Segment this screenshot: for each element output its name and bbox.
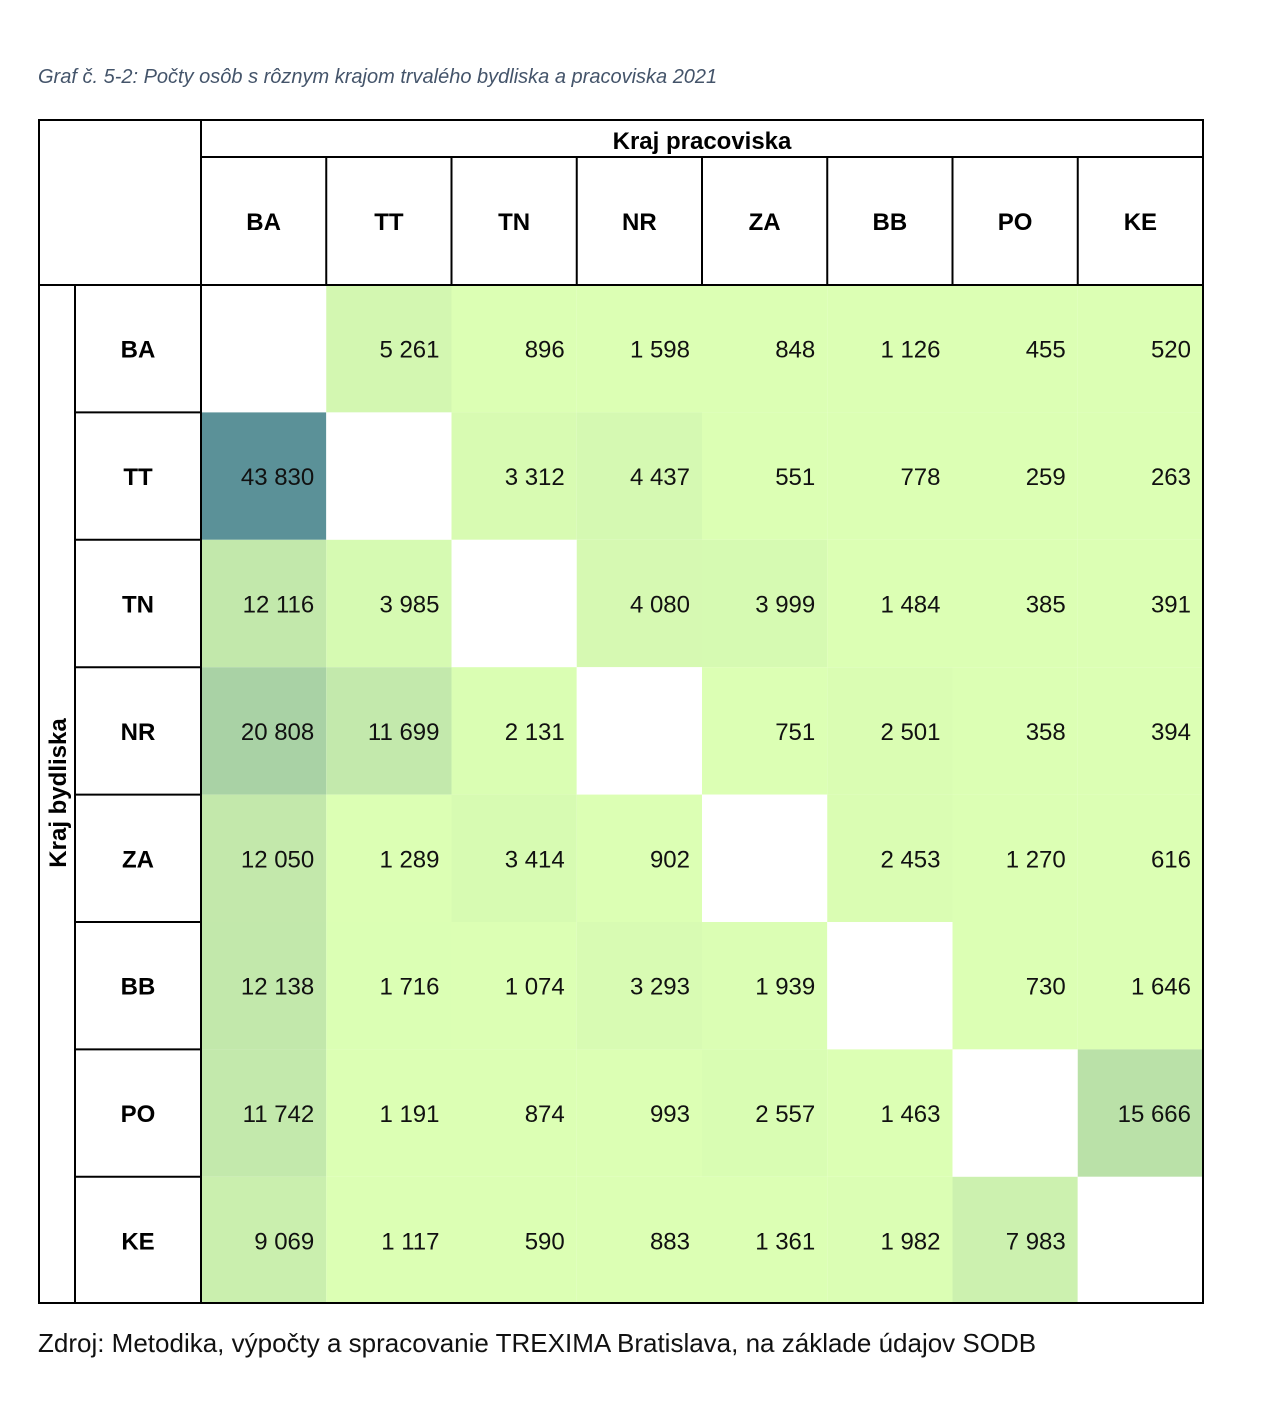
cell-value-po-nr: 993 (649, 1101, 690, 1129)
row-header-bb: BB (120, 973, 156, 1001)
cell-value-za-tn: 3 414 (504, 846, 565, 874)
cell-value-nr-za: 751 (775, 718, 816, 746)
cell-value-nr-ba: 20 808 (240, 718, 315, 746)
row-header-nr: NR (120, 718, 156, 746)
cell-value-ke-za: 1 361 (755, 1228, 816, 1256)
cell-value-ba-po: 455 (1025, 336, 1066, 364)
cell-value-ke-tt: 1 117 (381, 1228, 440, 1256)
cell-value-tn-ba: 12 116 (242, 591, 315, 619)
cell-value-po-ke: 15 666 (1117, 1101, 1191, 1129)
cell-value-tt-ke: 263 (1150, 464, 1191, 492)
cell-value-za-nr: 902 (649, 846, 690, 874)
cell-value-za-po: 1 270 (1005, 846, 1066, 874)
heat-cell-tn-tn (452, 540, 577, 667)
cell-value-ke-tn: 590 (524, 1228, 565, 1256)
row-header-za: ZA (122, 846, 154, 874)
heat-cell-po-po (953, 1049, 1078, 1176)
col-header-ba: BA (246, 209, 281, 236)
cell-value-ke-nr: 883 (649, 1228, 690, 1256)
cell-value-tn-nr: 4 080 (629, 591, 690, 619)
row-header-po: PO (120, 1101, 156, 1129)
cell-value-ba-tn: 896 (524, 336, 565, 364)
cell-value-bb-nr: 3 293 (629, 973, 690, 1001)
heat-cell-ba-ba (201, 285, 326, 412)
cell-value-bb-za: 1 939 (755, 973, 816, 1001)
cell-value-tn-tt: 3 985 (379, 591, 440, 619)
cell-value-tn-za: 3 999 (755, 591, 816, 619)
cell-value-ba-bb: 1 126 (880, 336, 941, 364)
cell-value-po-ba: 11 742 (242, 1101, 315, 1129)
row-header-ba: BA (120, 336, 156, 364)
row-header-ke: KE (121, 1228, 155, 1256)
cell-value-nr-bb: 2 501 (880, 718, 941, 746)
cell-value-bb-ke: 1 646 (1130, 973, 1191, 1001)
cell-value-ba-nr: 1 598 (629, 336, 690, 364)
cell-value-bb-tn: 1 074 (504, 973, 565, 1001)
x-axis-label: Kraj pracoviska (612, 128, 792, 155)
cell-value-po-tt: 1 191 (379, 1101, 440, 1129)
cell-value-ba-tt: 5 261 (379, 336, 440, 364)
cell-value-tn-bb: 1 484 (880, 591, 941, 619)
cell-value-tt-ba: 43 830 (240, 464, 315, 492)
cell-value-tn-ke: 391 (1150, 591, 1191, 619)
cell-value-za-bb: 2 453 (880, 846, 941, 874)
cell-value-bb-ba: 12 138 (240, 973, 315, 1001)
cell-value-bb-po: 730 (1025, 973, 1066, 1001)
cell-value-za-ba: 12 050 (240, 846, 315, 874)
col-header-po: PO (997, 209, 1033, 236)
cell-value-ke-ba: 9 069 (254, 1228, 315, 1256)
source-note: Zdroj: Metodika, výpočty a spracovanie TREXIMA Bratislava, na základe údajov SODB (38, 1328, 1037, 1358)
heat-cell-bb-bb (827, 922, 952, 1049)
y-axis-label: Kraj bydliska (45, 718, 72, 868)
cell-value-po-tn: 874 (524, 1101, 565, 1129)
heat-cell-za-za (702, 795, 827, 922)
cell-value-tn-po: 385 (1025, 591, 1066, 619)
cell-value-ba-ke: 520 (1150, 336, 1191, 364)
cell-value-nr-tn: 2 131 (504, 718, 565, 746)
cell-value-tt-bb: 778 (900, 464, 941, 492)
heat-cell-tt-tt (326, 412, 451, 539)
cell-value-bb-tt: 1 716 (379, 973, 440, 1001)
col-header-za: ZA (748, 209, 781, 236)
col-header-bb: BB (872, 209, 908, 236)
cell-value-nr-po: 358 (1025, 718, 1066, 746)
cell-value-za-tt: 1 289 (379, 846, 440, 874)
cell-value-tt-tn: 3 312 (504, 464, 565, 492)
cell-value-ke-po: 7 983 (1005, 1228, 1066, 1256)
chart-caption: Graf č. 5-2: Počty osôb s rôznym krajom trvalého bydliska a pracoviska 2021 (38, 66, 718, 88)
row-header-tn: TN (122, 591, 154, 619)
heat-cell-nr-nr (577, 667, 702, 794)
cell-value-tt-za: 551 (775, 464, 816, 492)
col-header-nr: NR (622, 209, 657, 236)
col-header-ke: KE (1123, 209, 1158, 236)
heatmap-table (38, 119, 1204, 1304)
cell-value-ba-za: 848 (775, 336, 816, 364)
cell-value-nr-tt: 11 699 (367, 718, 440, 746)
cell-value-tt-nr: 4 437 (629, 464, 690, 492)
heat-cell-ke-ke (1078, 1177, 1203, 1304)
cell-value-ke-bb: 1 982 (880, 1228, 941, 1256)
col-header-tt: TT (374, 209, 404, 236)
cell-value-za-ke: 616 (1150, 846, 1191, 874)
row-header-tt: TT (123, 464, 153, 492)
col-header-tn: TN (498, 209, 531, 236)
cell-value-po-za: 2 557 (755, 1101, 816, 1129)
cell-value-tt-po: 259 (1025, 464, 1066, 492)
cell-value-po-bb: 1 463 (880, 1101, 941, 1129)
cell-value-nr-ke: 394 (1150, 718, 1191, 746)
